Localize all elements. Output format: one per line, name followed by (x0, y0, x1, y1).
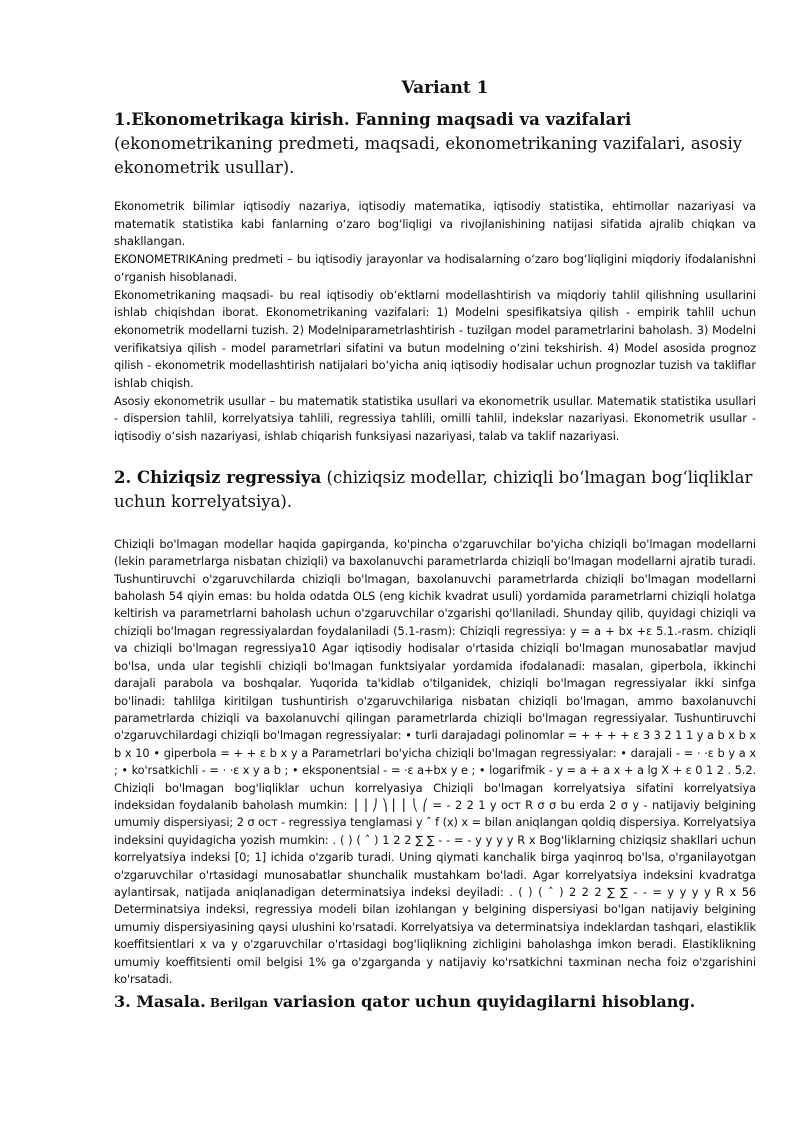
section1-title-rest: (ekonometrikaning predmeti, maqsadi, ekonometrikaning vazifalari, asosiy ekonometrik usullar). (114, 134, 743, 177)
variant-title: Variant 1 (401, 78, 489, 98)
section1-paragraph-4: Asosiy ekonometrik usullar – bu matematik statistika usullari va ekonometrik usullar. Matematik statistika usullari - dispersion tahlil, korrelyatsiya tahlili, regressiya tahlili, omilli tahlil, indekslar nazariyasi. Ekonometrik usullar - iqtisodiy o‘sish nazariyasi, ishlab chiqarish funksiyasi nazariyasi, talab va taklif nazariyasi. (114, 393, 756, 444)
section2-title-bold: 2. Chiziqsiz regressiya (114, 467, 322, 487)
section2-body (114, 536, 756, 989)
section3-title-bold-1: 3. Masala. (114, 992, 206, 1012)
section1-body (114, 198, 756, 446)
section1-paragraph-2: EKONOMETRIKAning predmeti – bu iqtisodiy jarayonlar va hodisalarning o‘zaro bog‘liqligini miqdoriy ifodalanishni o‘rganish hisoblanadi. (114, 252, 756, 284)
section3-heading (114, 992, 756, 1011)
section1-heading (114, 108, 756, 180)
section3-title-bold-2: variasion qator uchun quyidagilarni hisoblang. (268, 992, 696, 1012)
section3-title-small: Berilgan (205, 996, 269, 1011)
section2-heading (114, 466, 756, 514)
section1-paragraph-3: Ekonometrikaning maqsadi- bu real iqtisodiy ob’ektlarni modellashtirish va miqdoriy tahlil qilishning usullarini ishlab chiqishdan iborat. Ekonometrikaning vazifalari: 1) Modelni spesifikatsiya qilish - empirik tahlil uchun ekonometrik modellarni tuzish. 2) Modelniparametrlashtirish - tuzilgan model parametrlarini baholash. 3) Modelni verifikatsiya qilish - model parametrlari sifatini va butun modelning o‘zini tekshirish. 4) Model asosida prognoz qilish - ekonometrik modellashtirish natijalari bo‘yicha aniq iqtisodiy hodisalar uchun prognozlar tuzish va takliflar ishlab chiqish. (114, 287, 756, 391)
section2-paragraph: Chiziqli bo'lmagan modellar haqida gapirganda, ko'pincha o'zgaruvchilar bo'yicha chiziqli bo'lmagan modellarni (lekin parametrlarga nisbatan chiziqli) va baxolanuvchi parametrlarda chiziqli bo'lmagan modellarni ajratib turadi. Tushuntiruvchi o'zgaruvchilarda chiziqli bo'lmagan, baxolanuvchi parametrlarda chiziqli bo'lmagan modellarni baholash 54 qiyin emas: bu holda odatda OLS (eng kichik kvadrat usuli) yordamida parametrlarni chiziqli holatga keltirish va parametrlarni baholash uchun o'zgaruvchilar o'zgarishi qo'llaniladi. Shunday qilib, quyidagi chiziqli va chiziqli bo'lmagan regressiyalardan foydalaniladi (5.1-rasm): Chiziqli regressiya: y = a + bx +ε 5.1.-rasm. chiziqli va chiziqli bo'lmagan regressiya10 Agar iqtisodiy hodisalar o'rtasida chiziqli bo'lmagan munosabatlar mavjud bo'lsa, unda ular tegishli chiziqli bo'lmagan funktsiyalar yordamida ifodalanadi: masalan, giperbola, ikkinchi darajali parabola va boshqalar. Yuqorida ta'kidlab o'tilganidek, chiziqli bo'lmagan regressiyalar ikki sinfga bo'linadi: tahlilga kiritilgan tushuntirish o'zgaruvchilariga nisbatan chiziqli bo'lmagan, ammo baxolanuvchi parametrlarda chiziqli va baxolanuvchi qilingan parametrlarda chiziqli bo'lmagan regressiyalar. Tushuntiruvchi o'zgaruvchilardagi chiziqli bo'lmagan regressiyalar: • turli darajadagi polinomlar = + + + + ε 3 3 2 1 1 y a b x b x b x 10 • giperbola = + + ε b x y a Parametrlari bo'yicha chiziqli bo'lmagan regressiyalar: • darajali - = ⋅ ⋅ε b y a x ; • ko'rsatkichli - = ⋅ ⋅ε x y a b ; • eksponentsial - = ⋅ε a+bx y e ; • logarifmik - y = a + a x + a lg X + ε 0 1 2 . 5.2. Chiziqli bo'lmagan bog'liqliklar uchun korrelyasiya Chiziqli bo'lmagan korrelyatsiya sifatini korrelyatsiya indeksidan foydalanib baholash mumkin: ⎟ ⎟ ⎠ ⎞ ⎜ ⎜ ⎝ ⎛ = - 2 2 1 y ocт R σ σ bu erda 2 σ y - natijaviy belgining umumiy dispersiyasi; 2 σ ocт - regressiya tenglamasi y ˆ f (x) x = bilan aniqlangan qoldiq dispersiya. Korrelyatsiya indeksini quyidagicha yozish mumkin: . ( ) ( ˆ ) 1 2 2 ∑ ∑ - - = - y y y y R x Bog'liklarning chiziqsiz shakllari uchun korrelyatsiya indeksi [0; 1] ichida o'zgarib turadi. Uning qiymati kanchalik birga yaqinroq bo'lsa, o'rganilayotgan o'zgaruvchilar o'rtasidagi munosabatlar shunchalik mustahkam bo'ladi. Agar korrelyatsiya indeksini kvadratga aylantirsak, natijada aniqlanadigan determinatsiya indeksi deyiladi: . ( ) ( ˆ ) 2 2 2 ∑ ∑ - - = y y y y R x 56 Determinatsiya indeksi, regressiya modeli bilan izohlangan y belgining dispersiyasi bo'lgan natijaviy belgining umumiy dispersiyasining qaysi ulushini ko'rsatadi. Korrelyatsiya va determinatsiya indeklardan tashqari, elastiklik koeffitsientlari x va y o'zgaruvchilar o'rtasidagi bog'liqlikning zichligini baholashga imkon beradi. Elastiklikning umumiy koeffitsienti omil belgisi 1% ga o'zgarganda y natijaviy ko'rsatkichni taxminan necha foiz o'zgarishini ko'rsatadi. (114, 536, 756, 986)
section2-title-rest: (chiziqsiz modellar, chiziqli bo‘lmagan bog‘liqliklar uchun korrelyatsiya). (114, 467, 753, 511)
section1-title-bold: 1.Ekonometrikaga kirish. Fanning maqsadi va vazifalari (114, 110, 632, 129)
section1-paragraph-1: Ekonometrik bilimlar iqtisodiy nazariya, iqtisodiy matematika, iqtisodiy statistika, ehtimollar nazariyasi va matematik statistika kabi fanlarning o‘zaro bog‘liqligi va rivojlanishining natijasi sifatida ajralib chiqkan va shakllangan. (114, 199, 756, 249)
